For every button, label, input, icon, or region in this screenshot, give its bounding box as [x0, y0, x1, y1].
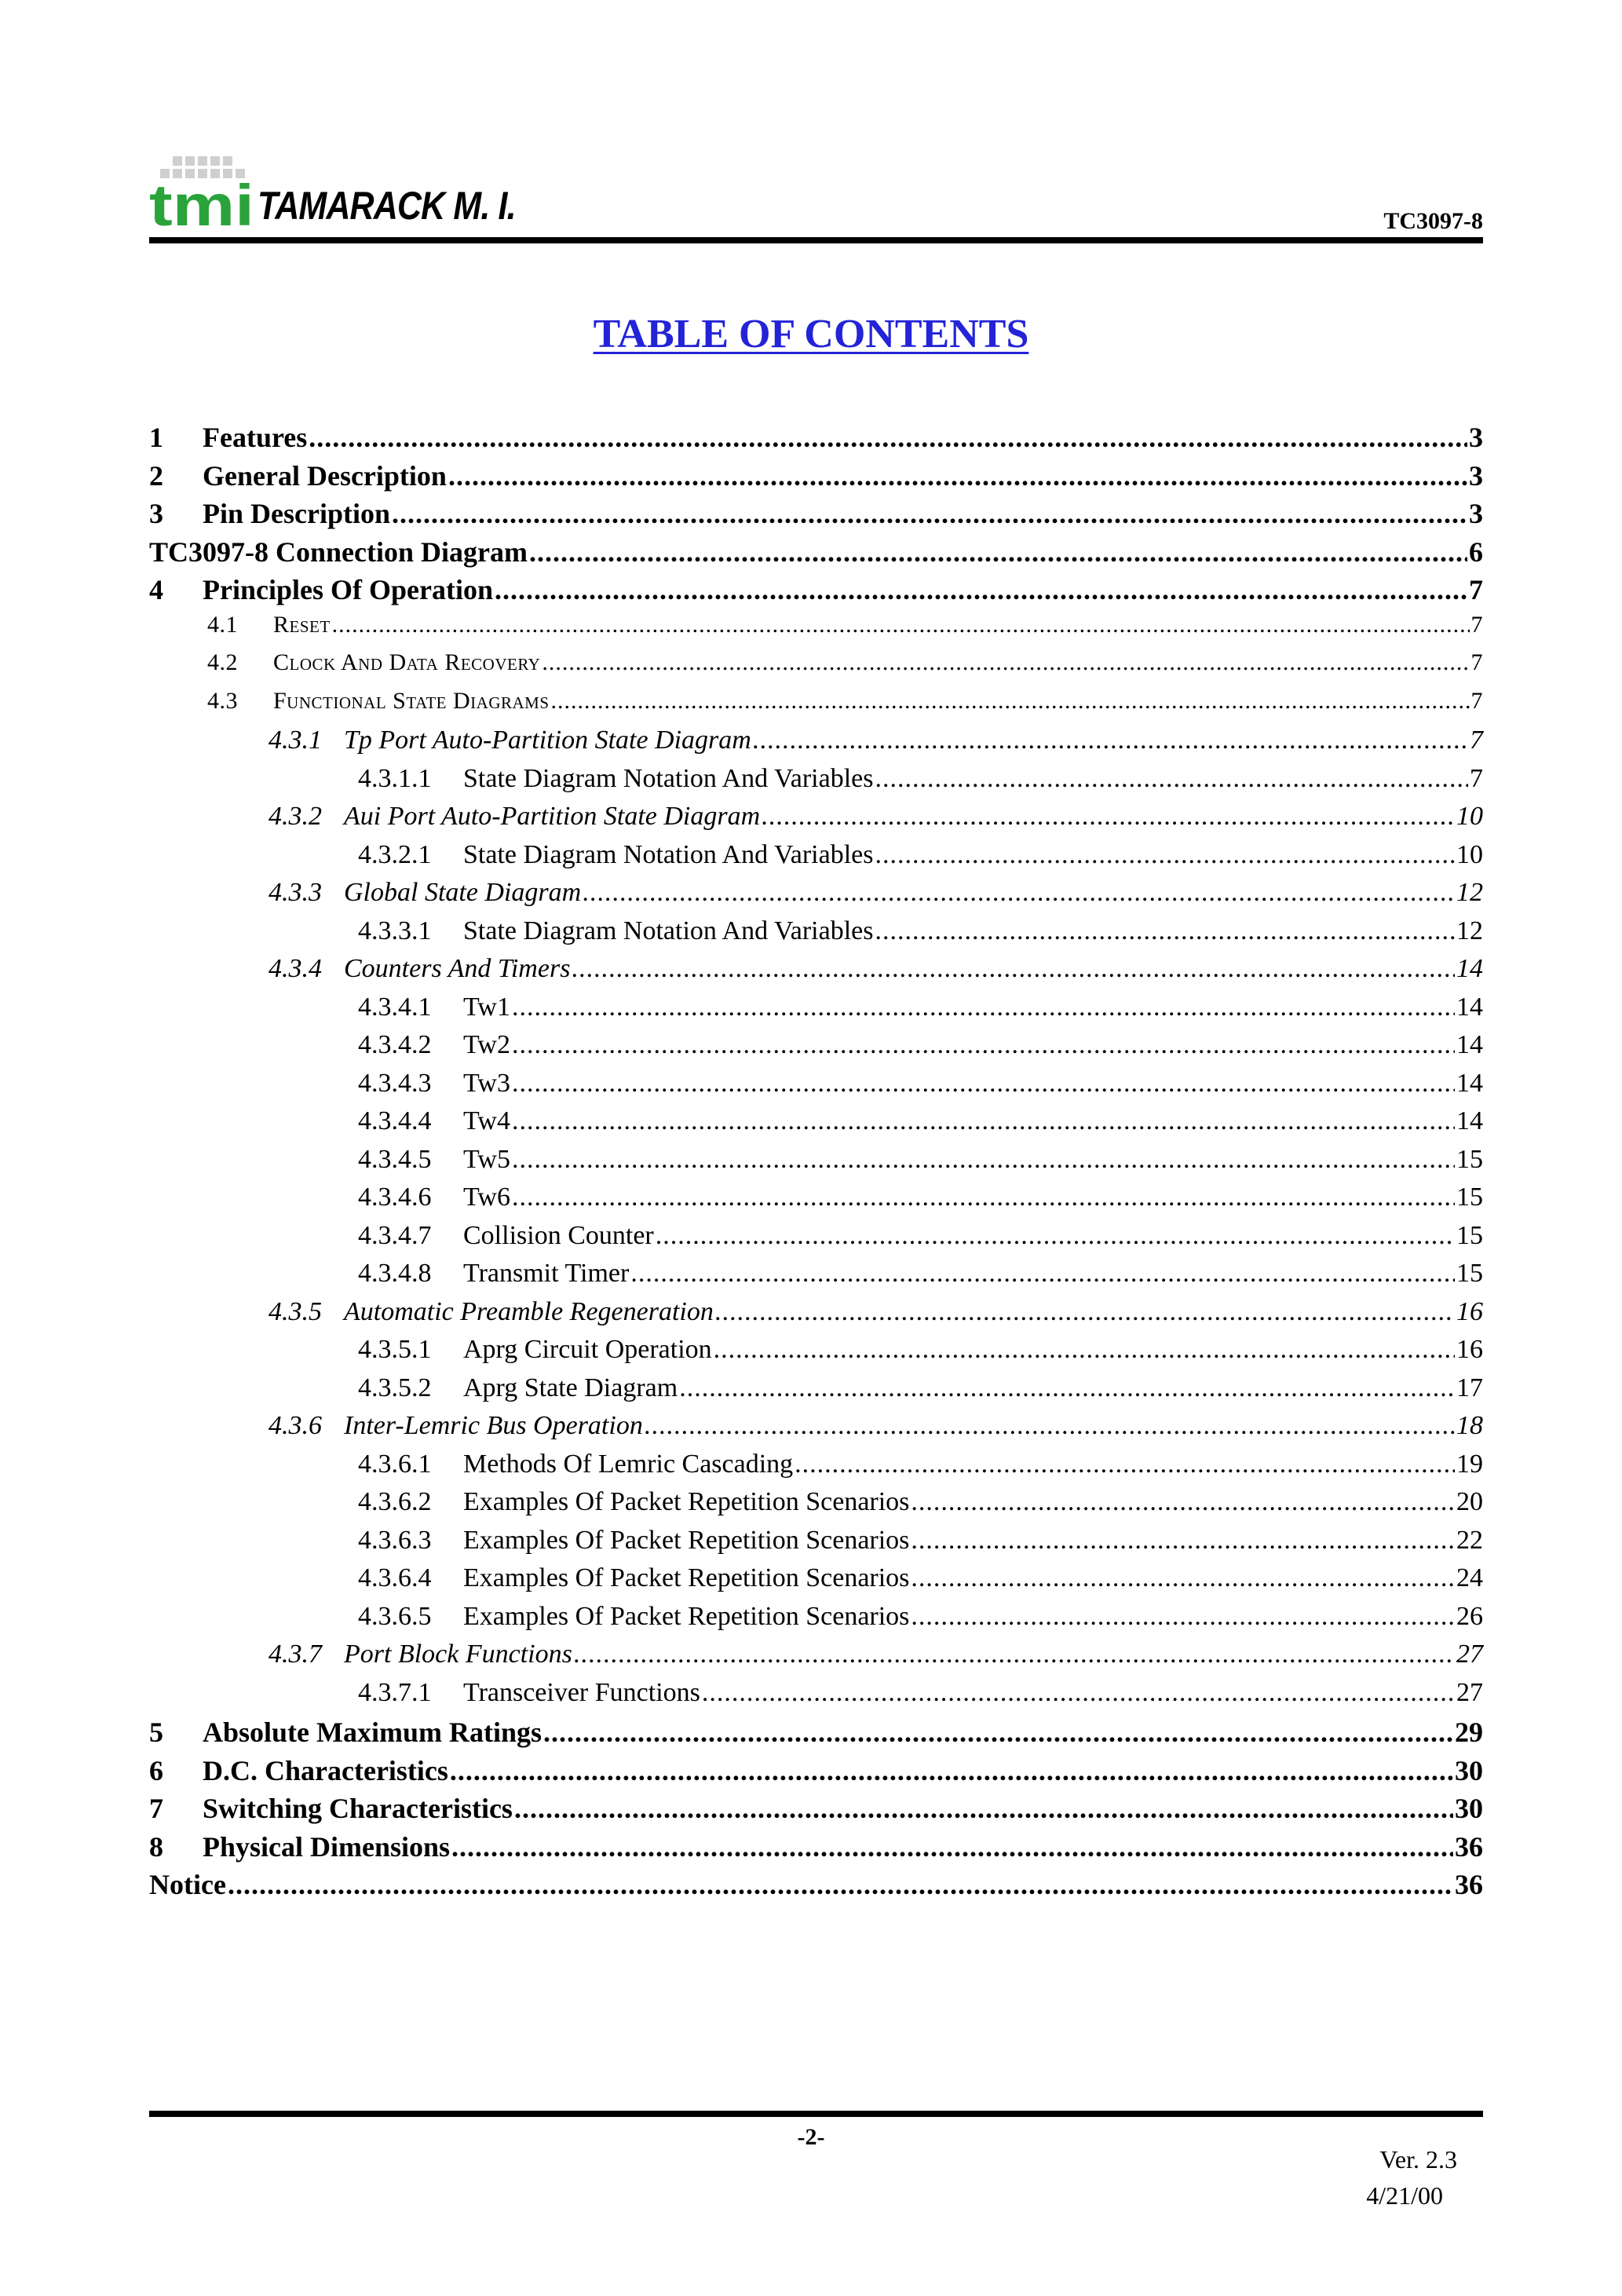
toc-entry-number: 4.3.6 — [269, 1411, 322, 1440]
toc-entry-page: 30 — [1455, 1754, 1483, 1786]
toc-entry[interactable] — [149, 1563, 1483, 1602]
company-name: TAMARACK M. I. — [258, 184, 516, 228]
toc-entry-page: 29 — [1455, 1717, 1483, 1748]
document-id: TC3097-8 — [1383, 208, 1483, 234]
toc-entry[interactable] — [149, 536, 1483, 574]
toc-entry-page: 3 — [1469, 459, 1483, 492]
toc-entry-number: 4.3.5.2 — [358, 1373, 432, 1402]
toc-dot-leader — [551, 688, 1470, 715]
toc-entry-page: 7 — [1469, 574, 1483, 605]
toc-entry-label: Tp Port Auto-Partition State Diagram — [344, 726, 751, 755]
toc-entry-page: 14 — [1456, 1106, 1483, 1135]
toc-entry[interactable] — [149, 1792, 1483, 1830]
toc-entry-page: 7 — [1470, 763, 1483, 793]
toc-entry-number: 4.3.7.1 — [358, 1677, 432, 1707]
toc-entry-page: 15 — [1456, 1220, 1483, 1250]
toc-dot-leader — [583, 878, 1455, 908]
toc-dot-leader — [715, 1297, 1455, 1327]
toc-entry[interactable] — [149, 688, 1483, 726]
toc-entry-number: 4.2 — [207, 649, 238, 675]
toc-dot-leader — [911, 1487, 1455, 1517]
toc-entry[interactable] — [149, 497, 1483, 536]
toc-entry-label: Features — [203, 422, 308, 453]
toc-entry-number: 4.3.1.1 — [358, 763, 432, 793]
toc-entry-label: Pin Description — [203, 498, 390, 529]
toc-entry-label: Physical Dimensions — [203, 1830, 451, 1863]
toc-entry[interactable] — [149, 1716, 1483, 1754]
toc-dot-leader — [542, 649, 1469, 676]
toc-entry-label: State Diagram Notation And Variables — [463, 916, 874, 945]
toc-entry-number: 4.3.4.8 — [358, 1259, 432, 1288]
toc-entry[interactable] — [149, 802, 1483, 840]
toc-entry-number: 4.3.4.5 — [358, 1144, 432, 1174]
toc-entry-page: 26 — [1456, 1601, 1483, 1631]
toc-entry-page: 7 — [1470, 649, 1483, 675]
toc-entry-number: 4.3.4 — [269, 954, 322, 983]
company-logo — [149, 153, 516, 232]
toc-dot-leader — [512, 993, 1455, 1022]
toc-entry-label: Clock And Data Recovery — [273, 649, 541, 675]
toc-entry-label: Collision Counter — [463, 1220, 654, 1250]
toc-dot-leader — [332, 612, 1470, 638]
toc-dot-leader — [451, 1830, 1453, 1863]
toc-entry-page: 36 — [1455, 1830, 1483, 1863]
toc-entry-number: 4.3.4.2 — [358, 1030, 432, 1059]
toc-entry-page: 18 — [1456, 1411, 1483, 1440]
footer-rule — [149, 2111, 1483, 2117]
toc-entry-label: Functional State Diagrams — [273, 687, 550, 714]
toc-entry-label: Switching Characteristics — [203, 1793, 513, 1824]
toc-entry-page: 12 — [1456, 916, 1483, 945]
toc-entry-page: 15 — [1456, 1144, 1483, 1174]
toc-entry[interactable] — [149, 612, 1483, 650]
toc-entry[interactable] — [149, 840, 1483, 879]
toc-entry-label: D.C. Characteristics — [203, 1754, 448, 1786]
toc-entry-number: 4.3.1 — [269, 726, 322, 755]
toc-entry-number: 4.3.6.1 — [358, 1449, 432, 1479]
toc-entry[interactable] — [149, 1106, 1483, 1145]
toc-entry-label: Port Block Functions — [344, 1640, 572, 1669]
toc-entry[interactable] — [149, 1526, 1483, 1564]
toc-dot-leader — [514, 1792, 1453, 1825]
toc-entry-number: 4.3.4.1 — [358, 992, 432, 1022]
toc-entry-number: 4.3.6.2 — [358, 1487, 432, 1516]
toc-dot-leader — [392, 497, 1467, 530]
toc-entry-page: 20 — [1456, 1487, 1483, 1516]
toc-entry[interactable] — [149, 1297, 1483, 1336]
toc-entry-page: 14 — [1456, 1030, 1483, 1059]
toc-entry-label: Transceiver Functions — [463, 1677, 700, 1707]
toc-entry-number: 4.3.5 — [269, 1296, 322, 1326]
toc-dot-leader — [875, 916, 1455, 946]
toc-entry-page: 7 — [1470, 611, 1483, 638]
toc-entry-number: 4.3.2.1 — [358, 839, 432, 869]
toc-dot-leader — [911, 1563, 1455, 1593]
toc-dot-leader — [448, 459, 1467, 492]
toc-entry-number: 4.3 — [207, 687, 238, 714]
toc-entry-label: Tw2 — [463, 1030, 510, 1059]
toc-entry[interactable] — [149, 1678, 1483, 1717]
toc-entry-label: Tw1 — [463, 992, 510, 1022]
toc-entry-number: 6 — [149, 1754, 163, 1786]
toc-entry[interactable] — [149, 1640, 1483, 1678]
toc-dot-leader — [543, 1716, 1453, 1749]
toc-entry[interactable] — [149, 726, 1483, 764]
toc-entry-page: 10 — [1456, 802, 1483, 831]
toc-entry[interactable] — [149, 1259, 1483, 1297]
toc-dot-leader — [512, 1106, 1455, 1136]
toc-dot-leader — [529, 536, 1467, 569]
toc-entry-label: General Description — [203, 459, 447, 492]
toc-entry[interactable] — [149, 459, 1483, 498]
toc-dot-leader — [911, 1602, 1455, 1632]
toc-entry-page: 17 — [1456, 1373, 1483, 1402]
toc-dot-leader — [450, 1754, 1453, 1787]
toc-dot-leader — [574, 1640, 1455, 1669]
toc-entry[interactable] — [149, 1602, 1483, 1640]
toc-entry-number: 4.3.4.4 — [358, 1106, 432, 1135]
toc-dot-leader — [645, 1411, 1455, 1441]
toc-entry-number: 5 — [149, 1717, 163, 1748]
toc-entry[interactable] — [149, 954, 1483, 993]
toc-entry[interactable] — [149, 1487, 1483, 1526]
toc-entry-page: 14 — [1456, 992, 1483, 1022]
toc-entry-page: 16 — [1456, 1335, 1483, 1364]
toc-entry-label: State Diagram Notation And Variables — [463, 839, 874, 869]
table-of-contents — [149, 421, 1483, 1907]
toc-entry-number: 4.1 — [207, 611, 238, 638]
toc-entry[interactable] — [149, 1450, 1483, 1488]
toc-entry-number: 4.3.6.3 — [358, 1525, 432, 1555]
header-rule — [149, 237, 1483, 243]
toc-entry-label: Methods Of Lemric Cascading — [463, 1449, 794, 1479]
toc-dot-leader — [572, 954, 1455, 984]
toc-entry[interactable] — [149, 1069, 1483, 1107]
toc-entry-page: 3 — [1469, 498, 1483, 529]
toc-entry-number: 4.3.6.5 — [358, 1601, 432, 1631]
toc-entry-label: Examples Of Packet Repetition Scenarios — [463, 1563, 910, 1592]
toc-dot-leader — [656, 1221, 1455, 1251]
toc-entry-number: 4.3.6.4 — [358, 1563, 432, 1592]
toc-entry-label: Tw4 — [463, 1106, 510, 1135]
toc-entry-number: 4.3.5.1 — [358, 1335, 432, 1364]
toc-dot-leader — [679, 1373, 1455, 1403]
toc-entry-number: 4.3.4.3 — [358, 1068, 432, 1098]
toc-entry-page: 3 — [1469, 422, 1483, 453]
toc-dot-leader — [228, 1868, 1453, 1901]
toc-dot-leader — [714, 1335, 1455, 1365]
toc-entry-label: Examples Of Packet Repetition Scenarios — [463, 1525, 910, 1555]
toc-entry[interactable] — [149, 1221, 1483, 1260]
toc-entry-label: Absolute Maximum Ratings — [203, 1717, 542, 1748]
toc-entry-label: Counters And Timers — [344, 954, 571, 983]
toc-entry-label: State Diagram Notation And Variables — [463, 763, 874, 793]
toc-entry-page: 27 — [1456, 1640, 1483, 1669]
tmi-logo-icon — [149, 153, 256, 232]
toc-entry-number: 3 — [149, 498, 163, 529]
toc-entry[interactable] — [149, 993, 1483, 1031]
toc-entry-label: Aprg Circuit Operation — [463, 1335, 712, 1364]
toc-entry-page: 30 — [1455, 1793, 1483, 1824]
toc-entry-page: 15 — [1456, 1183, 1483, 1212]
toc-dot-leader — [512, 1069, 1455, 1099]
toc-entry[interactable] — [149, 878, 1483, 916]
toc-entry-page: 16 — [1456, 1296, 1483, 1326]
toc-dot-leader — [512, 1183, 1455, 1212]
toc-entry-page: 7 — [1470, 726, 1483, 755]
toc-dot-leader — [875, 840, 1455, 870]
toc-entry-number: 4 — [149, 574, 163, 605]
toc-entry-number: 4.3.3.1 — [358, 916, 432, 945]
toc-entry-label: Tw6 — [463, 1183, 510, 1212]
toc-dot-leader — [630, 1259, 1455, 1289]
toc-dot-leader — [309, 421, 1467, 454]
toc-entry-page: 27 — [1456, 1677, 1483, 1707]
toc-entry-number: 4.3.7 — [269, 1640, 322, 1669]
toc-dot-leader — [911, 1526, 1455, 1556]
toc-entry[interactable] — [149, 573, 1483, 612]
toc-entry-number: 4.3.4.6 — [358, 1183, 432, 1212]
toc-dot-leader — [512, 1145, 1455, 1175]
toc-entry[interactable] — [149, 421, 1483, 459]
toc-entry-page: 36 — [1455, 1869, 1483, 1900]
toc-entry-label: Tw5 — [463, 1144, 510, 1174]
toc-entry-number: 4.3.4.7 — [358, 1220, 432, 1250]
toc-dot-leader — [753, 726, 1468, 755]
toc-entry-label: TC3097-8 Connection Diagram — [149, 536, 528, 568]
revision-date: 4/21/00 — [1366, 2181, 1443, 2210]
toc-entry-label: Principles Of Operation — [203, 574, 493, 605]
toc-entry-number: 4.3.3 — [269, 878, 322, 907]
page-number: -2- — [797, 2124, 825, 2150]
toc-entry-page: 7 — [1470, 687, 1483, 714]
toc-entry-label: Examples Of Packet Repetition Scenarios — [463, 1601, 910, 1631]
toc-entry[interactable] — [149, 1868, 1483, 1907]
toc-entry-number: 2 — [149, 459, 163, 492]
toc-entry-page: 14 — [1456, 1068, 1483, 1098]
toc-entry-label: Notice — [149, 1869, 226, 1900]
toc-dot-leader — [512, 1030, 1455, 1060]
toc-entry[interactable] — [149, 1411, 1483, 1450]
toc-entry[interactable] — [149, 1373, 1483, 1412]
toc-entry-page: 22 — [1456, 1525, 1483, 1555]
toc-entry[interactable] — [149, 1754, 1483, 1793]
toc-dot-leader — [875, 764, 1468, 794]
toc-entry-label: Reset — [273, 611, 331, 638]
toc-entry-label: Aprg State Diagram — [463, 1373, 678, 1402]
toc-entry[interactable] — [149, 1335, 1483, 1373]
toc-entry-number: 8 — [149, 1830, 163, 1863]
page-title: TABLE OF CONTENTS — [593, 312, 1029, 356]
toc-entry-page: 10 — [1456, 839, 1483, 869]
logo-mark-text: tmi — [149, 173, 254, 232]
toc-entry[interactable] — [149, 1830, 1483, 1869]
toc-entry[interactable] — [149, 1030, 1483, 1069]
toc-entry[interactable] — [149, 1145, 1483, 1183]
toc-entry-label: Tw3 — [463, 1068, 510, 1098]
toc-entry-page: 24 — [1456, 1563, 1483, 1592]
toc-entry-label: Aui Port Auto-Partition State Diagram — [344, 802, 761, 831]
toc-entry-number: 4.3.2 — [269, 802, 322, 831]
toc-entry-label: Inter-Lemric Bus Operation — [344, 1411, 643, 1440]
version-label: Ver. 2.3 — [1379, 2145, 1457, 2174]
toc-dot-leader — [702, 1678, 1455, 1708]
toc-entry[interactable] — [149, 764, 1483, 803]
toc-entry-page: 6 — [1469, 536, 1483, 568]
toc-dot-leader — [762, 802, 1455, 832]
toc-dot-leader — [495, 573, 1467, 606]
toc-entry-page: 14 — [1456, 954, 1483, 983]
toc-entry-number: 7 — [149, 1793, 163, 1824]
toc-entry[interactable] — [149, 1183, 1483, 1221]
toc-entry-label: Examples Of Packet Repetition Scenarios — [463, 1487, 910, 1516]
toc-entry-page: 19 — [1456, 1449, 1483, 1479]
toc-entry-label: Transmit Timer — [463, 1259, 630, 1288]
toc-entry-number: 1 — [149, 422, 163, 453]
toc-entry-page: 12 — [1456, 878, 1483, 907]
toc-entry-label: Automatic Preamble Regeneration — [344, 1296, 714, 1326]
toc-dot-leader — [795, 1450, 1455, 1479]
toc-entry[interactable] — [149, 916, 1483, 955]
toc-entry-page: 15 — [1456, 1259, 1483, 1288]
toc-entry[interactable] — [149, 649, 1483, 688]
toc-entry-label: Global State Diagram — [344, 878, 582, 907]
